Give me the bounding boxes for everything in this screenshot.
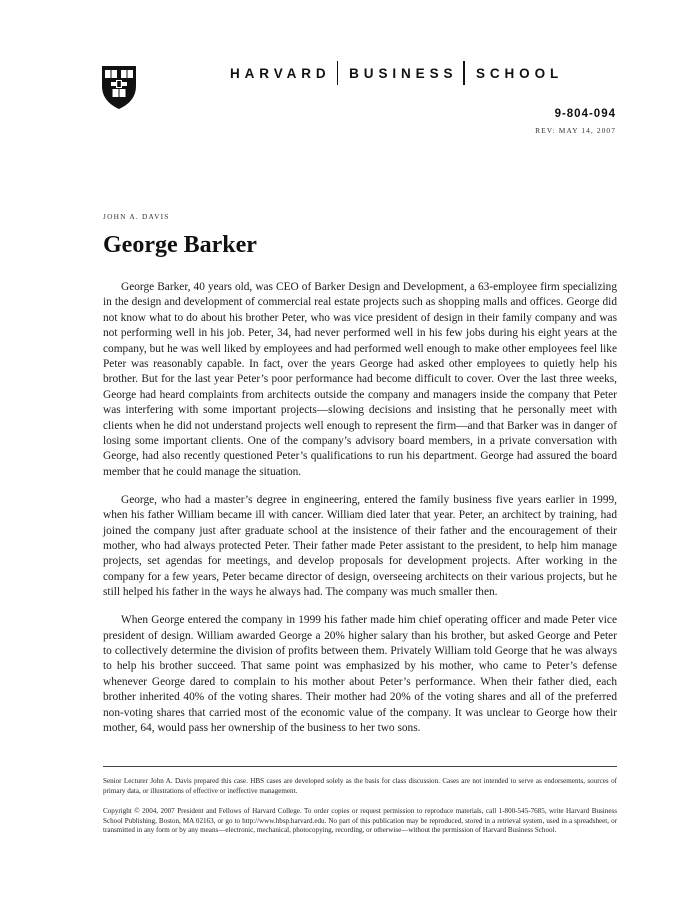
wordmark-divider — [337, 61, 339, 85]
copyright-note: Copyright © 2004, 2007 President and Fellows of Harvard College. To order copies or request permission to reproduce materials, call 1-800-545-7685, write Harvard Business School Publishing, Boston, MA 02163, or go to http://www.hbsp.harvard.edu. No part of this publication may be reproduced, stored in a retrieval system, used in a spreadsheet, or transmitted in any form or by any means—electronic, mechanical, photocopying, recording, or otherwise—without the permission of Harvard Business School. — [103, 807, 617, 835]
wordmark-divider — [463, 61, 465, 85]
school-wordmark — [230, 60, 563, 86]
wordmark-business: BUSINESS — [349, 65, 458, 81]
case-body — [103, 280, 617, 749]
wordmark-school: SCHOOL — [475, 65, 564, 81]
body-paragraph: When George entered the company in 1999 his father made him chief operating officer and made Peter vice president of design. William awarded George a 20% higher salary than his brother, but asked George and Peter to collectively determine the division of profits between them. Privately William told George that he was always to help his brother succeed. That same point was emphasized by his mother, who came to Peter’s defense whenever George dared to complain to his mother about Peter’s performance. When their father died, each brother inherited 40% of the voting shares. Their mother had 20% of the voting shares and all of the preferred non-voting shares that carried most of the economic value of the company. It was unclear to George how their mother, 64, would pass her ownership of the business to her two sons. — [103, 614, 617, 734]
harvard-shield-icon — [100, 64, 138, 110]
case-title: George Barker — [103, 232, 257, 258]
case-number: 9-804-094 — [554, 108, 616, 120]
footnote-divider — [103, 766, 617, 767]
authorship-note: Senior Lecturer John A. Davis prepared this case. HBS cases are developed solely as the basis for class discussion. Cases are not intended to serve as endorsements, sources of primary data, or illustrations of effective or ineffective management. — [103, 777, 617, 795]
body-paragraph: George, who had a master’s degree in engineering, entered the family business five years earlier in 1999, when his father William became ill with cancer. William died later that year. Peter, an architect by training, had joined the company just after graduate school at the insistence of their father and the encouragement of their mother, who had always protected Peter. Their father made Peter assistant to the president, to help him manage projects, set agendas for meetings, and develop proposals for development projects. After working in the company for a few years, Peter became director of design, overseeing architects on their various projects, but he still helped his father in the ways he always had. The company was much smaller then. — [103, 493, 617, 599]
author-name: JOHN A. DAVIS — [103, 212, 170, 221]
body-paragraph: George Barker, 40 years old, was CEO of Barker Design and Development, a 63-employee firm specializing in the design and development of commercial real estate projects such as shopping malls and offices. George did not know what to do about his brother Peter, who was vice president of design in their family company and was not performing well in his job. Peter, 34, had never performed well in his few jobs during his eight years at the company, but he was well liked by employees and had performed well enough to make other employees feel like Peter was reasonably capable. In fact, over the years George had asked other employees to quietly help his brother. But for the last year Peter’s poor performance had become difficult to cover. Over the last three weeks, George had heard complaints from architects outside the company and managers inside the company that Peter was interfering with some important projects—slowing decisions and insisting that he personally meet with clients when he did not understand projects well enough to represent the firm—and that Barker was in danger of losing some important clients. One of the company’s advisory board members, in a private conversation with George, had also recently questioned Peter’s qualifications to run his department. George had assured the board member that he could manage the situation. — [103, 281, 617, 478]
wordmark-harvard: HARVARD — [230, 65, 331, 81]
revision-date: REV: MAY 14, 2007 — [535, 126, 616, 135]
